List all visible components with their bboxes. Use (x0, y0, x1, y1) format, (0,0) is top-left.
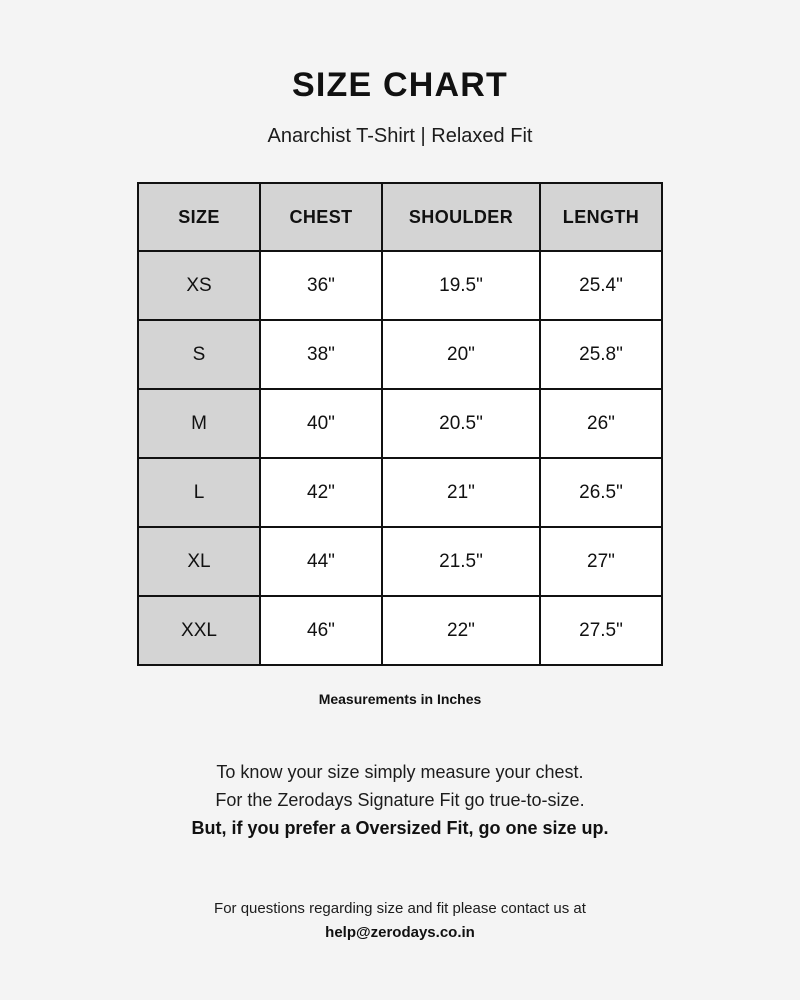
cell-length: 25.8" (540, 320, 662, 389)
contact-block (214, 897, 586, 947)
cell-length: 27.5" (540, 596, 662, 665)
fit-guidance-block (191, 759, 608, 843)
cell-shoulder: 21" (382, 458, 540, 527)
cell-shoulder: 22" (382, 596, 540, 665)
cell-chest: 38" (260, 320, 382, 389)
column-header-chest: CHEST (260, 183, 382, 251)
table-header-row (138, 183, 662, 251)
cell-chest: 42" (260, 458, 382, 527)
table-row (138, 596, 662, 665)
cell-shoulder: 19.5" (382, 251, 540, 320)
cell-size: XXL (138, 596, 260, 665)
cell-size: S (138, 320, 260, 389)
table-row (138, 527, 662, 596)
table-body (138, 251, 662, 665)
fit-guidance-line-3: But, if you prefer a Oversized Fit, go one size up. (191, 817, 609, 838)
table-row (138, 389, 662, 458)
cell-chest: 44" (260, 527, 382, 596)
table-row (138, 251, 662, 320)
cell-size: M (138, 389, 260, 458)
cell-length: 27" (540, 527, 662, 596)
table-row (138, 458, 662, 527)
cell-size: L (138, 458, 260, 527)
table-row (138, 320, 662, 389)
measurement-unit-note: Measurements in Inches (318, 691, 482, 707)
cell-chest: 36" (260, 251, 382, 320)
contact-email[interactable]: help@zerodays.co.in (325, 924, 475, 942)
fit-guidance-line-1: To know your size simply measure your chest. (216, 762, 584, 782)
cell-size: XS (138, 251, 260, 320)
cell-shoulder: 21.5" (382, 527, 540, 596)
cell-size: XL (138, 527, 260, 596)
contact-text: For questions regarding size and fit please contact us at (214, 899, 586, 917)
fit-guidance-line-2: For the Zerodays Signature Fit go true-to-size. (215, 789, 585, 810)
cell-shoulder: 20" (382, 320, 540, 389)
cell-shoulder: 20.5" (382, 389, 540, 458)
column-header-size: SIZE (138, 183, 260, 251)
column-header-length: LENGTH (540, 183, 662, 251)
cell-length: 26.5" (540, 458, 662, 527)
page-title: SIZE CHART (292, 66, 508, 104)
column-header-shoulder: SHOULDER (382, 183, 540, 251)
cell-chest: 40" (260, 389, 382, 458)
size-table-container (137, 182, 663, 666)
size-table (137, 182, 663, 666)
table-head (138, 183, 662, 251)
cell-chest: 46" (260, 596, 382, 665)
page-subtitle: Anarchist T-Shirt | Relaxed Fit (267, 125, 533, 147)
cell-length: 25.4" (540, 251, 662, 320)
cell-length: 26" (540, 389, 662, 458)
